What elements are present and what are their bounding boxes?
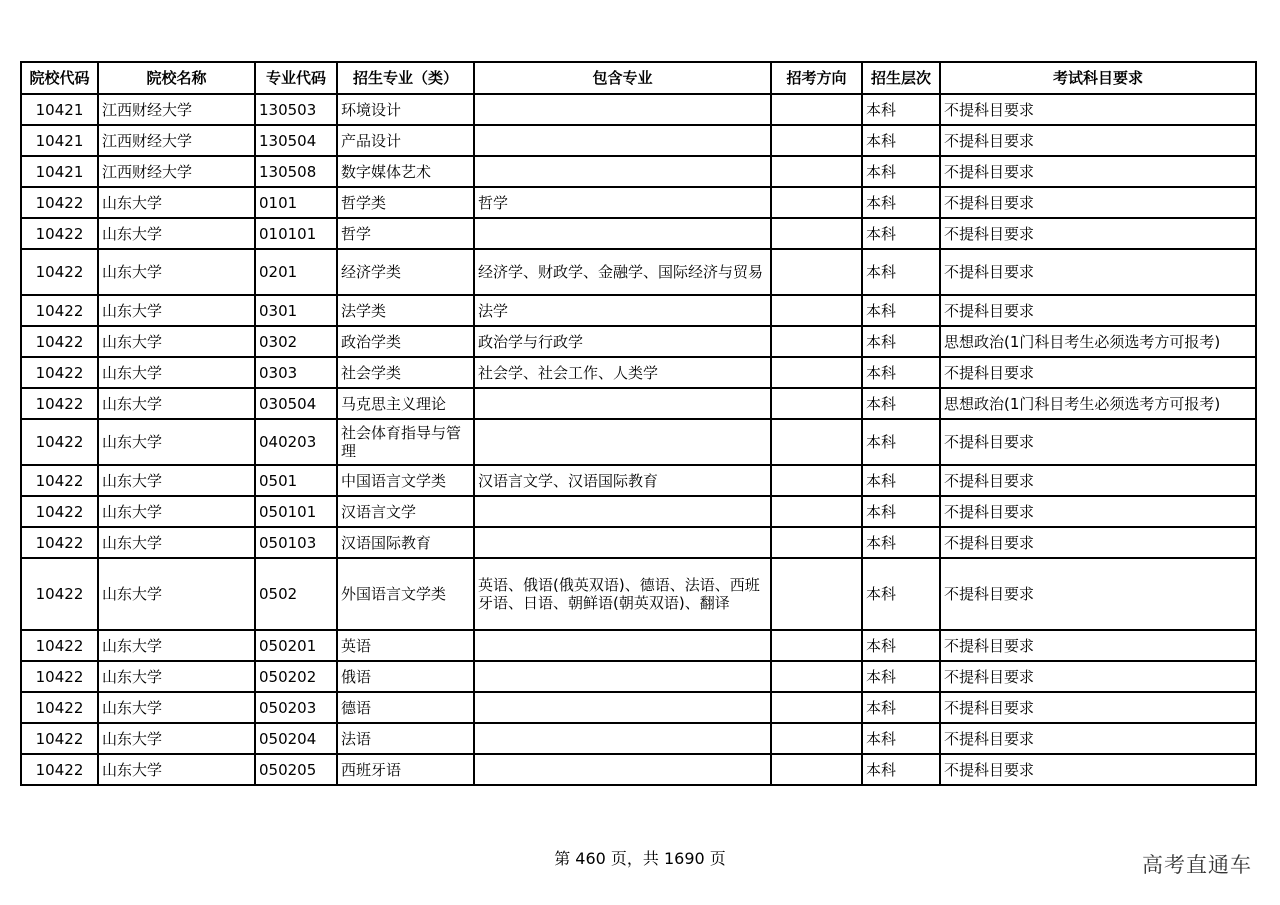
included-majors-cell (474, 723, 771, 754)
header-subject-requirement: 考试科目要求 (940, 62, 1256, 94)
subject-requirement-cell: 不提科目要求 (940, 125, 1256, 156)
exam-direction-cell (771, 388, 862, 419)
major-code-cell: 050203 (255, 692, 337, 723)
school-code-cell: 10422 (21, 187, 98, 218)
major-name-cell: 俄语 (337, 661, 474, 692)
major-code-cell: 0301 (255, 295, 337, 326)
table-row (21, 527, 1256, 558)
school-code-cell: 10421 (21, 156, 98, 187)
included-majors-cell: 法学 (474, 295, 771, 326)
school-name-cell: 山东大学 (98, 326, 255, 357)
page-footer (0, 848, 1280, 870)
school-code-cell: 10422 (21, 465, 98, 496)
majors-table (20, 61, 1257, 786)
included-majors-cell: 社会学、社会工作、人类学 (474, 357, 771, 388)
level-cell: 本科 (862, 692, 940, 723)
table-row (21, 295, 1256, 326)
school-code-cell: 10422 (21, 661, 98, 692)
header-included-majors: 包含专业 (474, 62, 771, 94)
exam-direction-cell (771, 249, 862, 295)
watermark-text: 高考直通车 (1142, 853, 1252, 877)
major-code-cell: 040203 (255, 419, 337, 465)
school-name-cell: 山东大学 (98, 357, 255, 388)
school-code-cell: 10422 (21, 249, 98, 295)
major-name-cell: 西班牙语 (337, 754, 474, 785)
school-code-cell: 10422 (21, 558, 98, 630)
subject-requirement-cell: 不提科目要求 (940, 496, 1256, 527)
included-majors-cell (474, 527, 771, 558)
included-majors-cell (474, 156, 771, 187)
major-code-cell: 0101 (255, 187, 337, 218)
header-school-name: 院校名称 (98, 62, 255, 94)
included-majors-cell (474, 754, 771, 785)
table-row (21, 692, 1256, 723)
school-name-cell: 山东大学 (98, 527, 255, 558)
major-code-cell: 050204 (255, 723, 337, 754)
subject-requirement-cell: 不提科目要求 (940, 465, 1256, 496)
level-cell: 本科 (862, 630, 940, 661)
major-code-cell: 130504 (255, 125, 337, 156)
table-row (21, 723, 1256, 754)
subject-requirement-cell: 不提科目要求 (940, 527, 1256, 558)
school-name-cell: 山东大学 (98, 388, 255, 419)
header-level: 招生层次 (862, 62, 940, 94)
school-code-cell: 10422 (21, 630, 98, 661)
subject-requirement-cell: 不提科目要求 (940, 661, 1256, 692)
school-code-cell: 10422 (21, 295, 98, 326)
school-code-cell: 10422 (21, 527, 98, 558)
included-majors-cell (474, 630, 771, 661)
subject-requirement-cell: 不提科目要求 (940, 249, 1256, 295)
major-code-cell: 130508 (255, 156, 337, 187)
major-code-cell: 0201 (255, 249, 337, 295)
table-row (21, 754, 1256, 785)
major-code-cell: 130503 (255, 94, 337, 125)
major-code-cell: 0302 (255, 326, 337, 357)
table-row (21, 187, 1256, 218)
level-cell: 本科 (862, 558, 940, 630)
school-code-cell: 10422 (21, 723, 98, 754)
subject-requirement-cell: 不提科目要求 (940, 218, 1256, 249)
included-majors-cell (474, 692, 771, 723)
school-code-cell: 10422 (21, 496, 98, 527)
included-majors-cell (474, 388, 771, 419)
school-name-cell: 山东大学 (98, 692, 255, 723)
table-row (21, 388, 1256, 419)
subject-requirement-cell: 不提科目要求 (940, 723, 1256, 754)
major-name-cell: 马克思主义理论 (337, 388, 474, 419)
major-code-cell: 0501 (255, 465, 337, 496)
major-code-cell: 010101 (255, 218, 337, 249)
table-row (21, 94, 1256, 125)
major-name-cell: 政治学类 (337, 326, 474, 357)
table-row (21, 249, 1256, 295)
exam-direction-cell (771, 125, 862, 156)
page-number: 第 460 页，共 1690 页 (554, 849, 726, 868)
included-majors-cell (474, 218, 771, 249)
table-row (21, 419, 1256, 465)
exam-direction-cell (771, 187, 862, 218)
subject-requirement-cell: 不提科目要求 (940, 419, 1256, 465)
exam-direction-cell (771, 218, 862, 249)
school-name-cell: 山东大学 (98, 218, 255, 249)
table-row (21, 558, 1256, 630)
level-cell: 本科 (862, 125, 940, 156)
major-name-cell: 英语 (337, 630, 474, 661)
major-code-cell: 050201 (255, 630, 337, 661)
header-major-code: 专业代码 (255, 62, 337, 94)
exam-direction-cell (771, 692, 862, 723)
subject-requirement-cell: 不提科目要求 (940, 754, 1256, 785)
school-name-cell: 江西财经大学 (98, 156, 255, 187)
school-name-cell: 山东大学 (98, 465, 255, 496)
subject-requirement-cell: 不提科目要求 (940, 156, 1256, 187)
included-majors-cell: 汉语言文学、汉语国际教育 (474, 465, 771, 496)
level-cell: 本科 (862, 527, 940, 558)
school-code-cell: 10422 (21, 692, 98, 723)
subject-requirement-cell: 不提科目要求 (940, 357, 1256, 388)
subject-requirement-cell: 不提科目要求 (940, 692, 1256, 723)
school-code-cell: 10422 (21, 357, 98, 388)
level-cell: 本科 (862, 388, 940, 419)
table-row (21, 218, 1256, 249)
major-code-cell: 0502 (255, 558, 337, 630)
exam-direction-cell (771, 326, 862, 357)
major-name-cell: 汉语言文学 (337, 496, 474, 527)
level-cell: 本科 (862, 295, 940, 326)
school-name-cell: 山东大学 (98, 187, 255, 218)
school-code-cell: 10422 (21, 218, 98, 249)
exam-direction-cell (771, 661, 862, 692)
included-majors-cell: 哲学 (474, 187, 771, 218)
level-cell: 本科 (862, 94, 940, 125)
school-name-cell: 山东大学 (98, 754, 255, 785)
school-code-cell: 10422 (21, 419, 98, 465)
header-major-category: 招生专业（类） (337, 62, 474, 94)
school-name-cell: 山东大学 (98, 630, 255, 661)
major-code-cell: 050101 (255, 496, 337, 527)
major-code-cell: 050202 (255, 661, 337, 692)
school-name-cell: 山东大学 (98, 295, 255, 326)
level-cell: 本科 (862, 419, 940, 465)
level-cell: 本科 (862, 156, 940, 187)
major-name-cell: 经济学类 (337, 249, 474, 295)
table-body (21, 94, 1256, 785)
exam-direction-cell (771, 754, 862, 785)
level-cell: 本科 (862, 187, 940, 218)
exam-direction-cell (771, 419, 862, 465)
school-name-cell: 江西财经大学 (98, 94, 255, 125)
level-cell: 本科 (862, 218, 940, 249)
subject-requirement-cell: 不提科目要求 (940, 94, 1256, 125)
major-name-cell: 法语 (337, 723, 474, 754)
major-name-cell: 社会学类 (337, 357, 474, 388)
school-code-cell: 10422 (21, 326, 98, 357)
major-name-cell: 社会体育指导与管理 (337, 419, 474, 465)
exam-direction-cell (771, 465, 862, 496)
included-majors-cell: 政治学与行政学 (474, 326, 771, 357)
included-majors-cell: 英语、俄语(俄英双语)、德语、法语、西班牙语、日语、朝鲜语(朝英双语)、翻译 (474, 558, 771, 630)
level-cell: 本科 (862, 496, 940, 527)
major-name-cell: 法学类 (337, 295, 474, 326)
table-row (21, 465, 1256, 496)
school-code-cell: 10422 (21, 754, 98, 785)
subject-requirement-cell: 不提科目要求 (940, 187, 1256, 218)
level-cell: 本科 (862, 357, 940, 388)
major-code-cell: 030504 (255, 388, 337, 419)
exam-direction-cell (771, 496, 862, 527)
header-school-code: 院校代码 (21, 62, 98, 94)
school-name-cell: 江西财经大学 (98, 125, 255, 156)
major-name-cell: 德语 (337, 692, 474, 723)
included-majors-cell (474, 496, 771, 527)
major-name-cell: 产品设计 (337, 125, 474, 156)
exam-direction-cell (771, 94, 862, 125)
table-row (21, 125, 1256, 156)
major-name-cell: 数字媒体艺术 (337, 156, 474, 187)
subject-requirement-cell: 不提科目要求 (940, 630, 1256, 661)
table-row (21, 630, 1256, 661)
included-majors-cell (474, 419, 771, 465)
table-row (21, 326, 1256, 357)
exam-direction-cell (771, 630, 862, 661)
major-code-cell: 050103 (255, 527, 337, 558)
school-name-cell: 山东大学 (98, 496, 255, 527)
level-cell: 本科 (862, 754, 940, 785)
subject-requirement-cell: 思想政治(1门科目考生必须选考方可报考) (940, 388, 1256, 419)
exam-direction-cell (771, 357, 862, 388)
school-name-cell: 山东大学 (98, 723, 255, 754)
table-row (21, 357, 1256, 388)
major-code-cell: 050205 (255, 754, 337, 785)
school-code-cell: 10422 (21, 388, 98, 419)
major-name-cell: 哲学类 (337, 187, 474, 218)
level-cell: 本科 (862, 465, 940, 496)
table-row (21, 156, 1256, 187)
exam-direction-cell (771, 558, 862, 630)
header-row (21, 62, 1256, 94)
major-name-cell: 中国语言文学类 (337, 465, 474, 496)
school-name-cell: 山东大学 (98, 661, 255, 692)
included-majors-cell (474, 125, 771, 156)
included-majors-cell: 经济学、财政学、金融学、国际经济与贸易 (474, 249, 771, 295)
major-code-cell: 0303 (255, 357, 337, 388)
included-majors-cell (474, 661, 771, 692)
school-name-cell: 山东大学 (98, 558, 255, 630)
major-name-cell: 汉语国际教育 (337, 527, 474, 558)
exam-direction-cell (771, 156, 862, 187)
school-code-cell: 10421 (21, 125, 98, 156)
table-row (21, 496, 1256, 527)
table-row (21, 661, 1256, 692)
school-name-cell: 山东大学 (98, 419, 255, 465)
major-name-cell: 环境设计 (337, 94, 474, 125)
header-exam-direction: 招考方向 (771, 62, 862, 94)
included-majors-cell (474, 94, 771, 125)
school-code-cell: 10421 (21, 94, 98, 125)
exam-direction-cell (771, 295, 862, 326)
major-name-cell: 哲学 (337, 218, 474, 249)
major-name-cell: 外国语言文学类 (337, 558, 474, 630)
subject-requirement-cell: 不提科目要求 (940, 558, 1256, 630)
subject-requirement-cell: 思想政治(1门科目考生必须选考方可报考) (940, 326, 1256, 357)
subject-requirement-cell: 不提科目要求 (940, 295, 1256, 326)
level-cell: 本科 (862, 723, 940, 754)
level-cell: 本科 (862, 326, 940, 357)
level-cell: 本科 (862, 249, 940, 295)
exam-direction-cell (771, 723, 862, 754)
exam-direction-cell (771, 527, 862, 558)
school-name-cell: 山东大学 (98, 249, 255, 295)
level-cell: 本科 (862, 661, 940, 692)
